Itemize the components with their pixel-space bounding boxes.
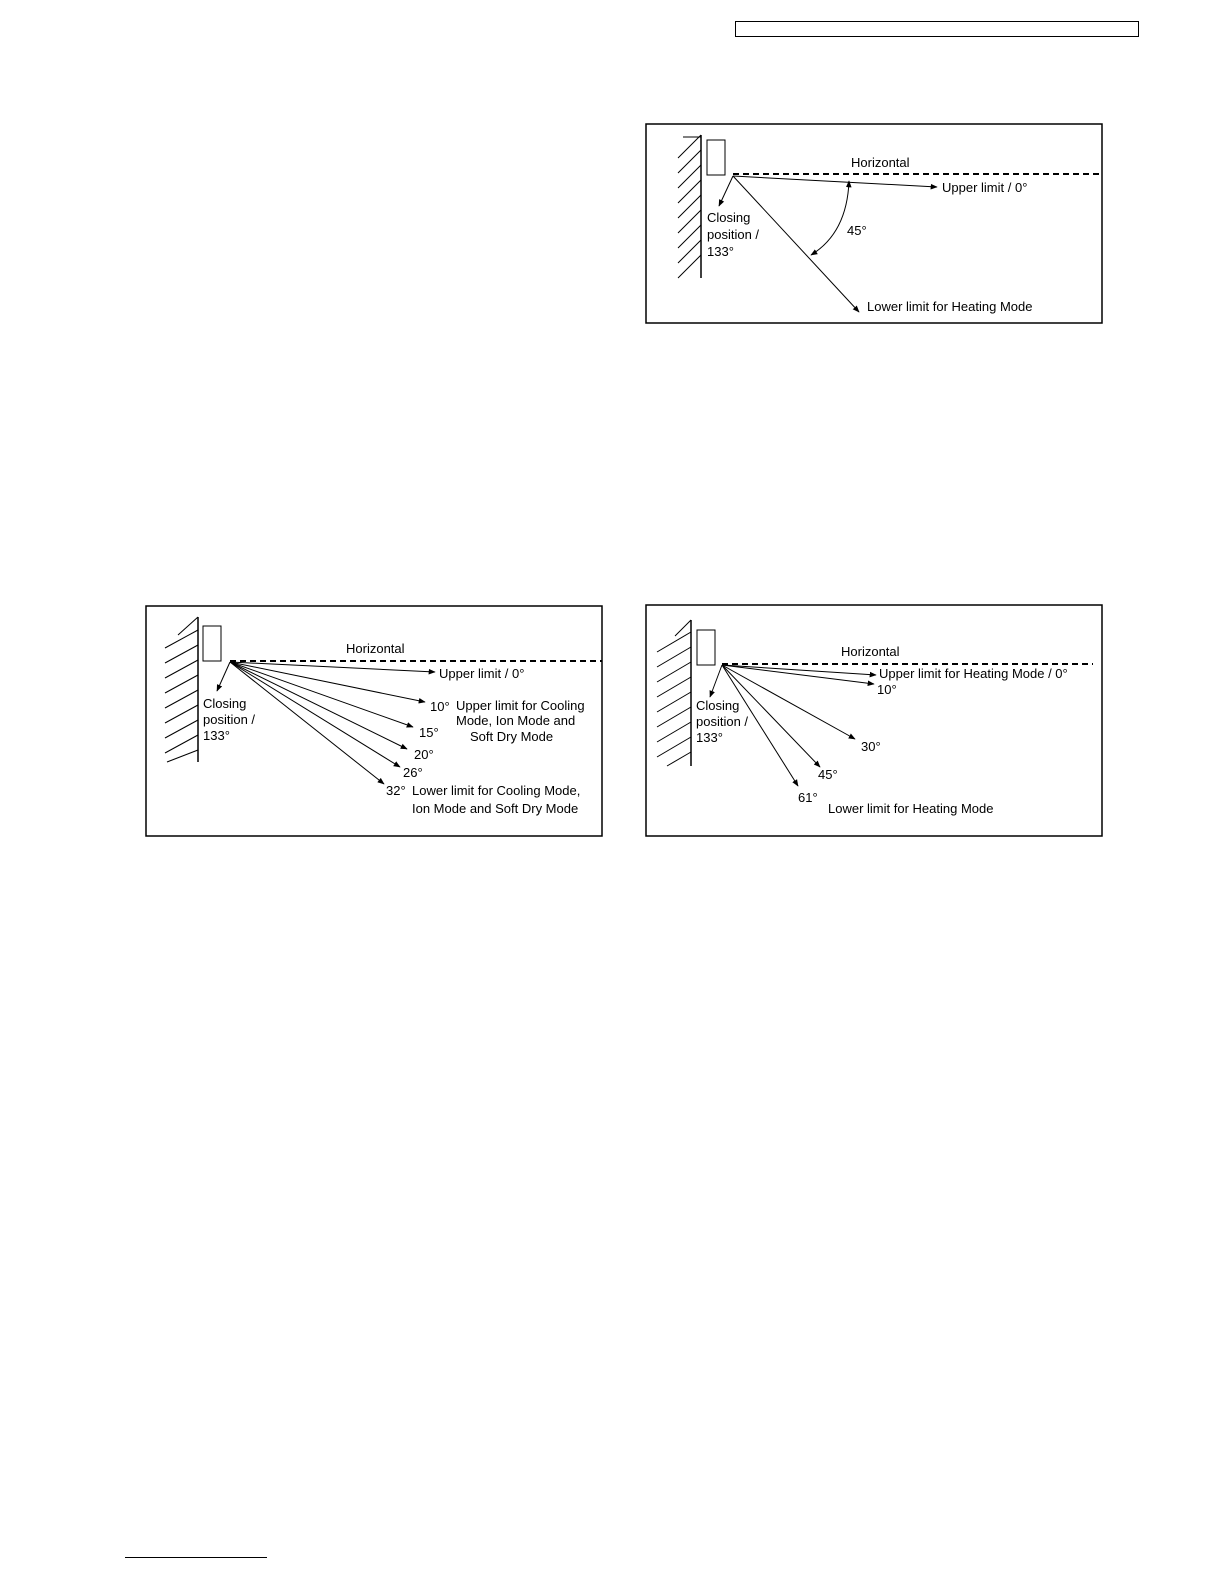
header-box <box>735 21 1139 37</box>
closing-arrow <box>719 176 733 206</box>
label-horizontal: Horizontal <box>346 641 405 656</box>
angle-arc <box>811 181 849 255</box>
arrow-10 <box>230 662 425 702</box>
label-upper-limit: Upper limit / 0° <box>439 666 525 681</box>
label-angle-32: 32° <box>386 783 406 798</box>
label-lower-cooling-2: Ion Mode and Soft Dry Mode <box>412 801 579 816</box>
label-angle-26: 26° <box>403 765 423 780</box>
closing-arrow <box>710 665 722 697</box>
label-closing-3: 133° <box>707 244 734 259</box>
label-upper-cooling-1: Upper limit for Cooling <box>456 698 585 713</box>
label-closing-3: 133° <box>203 728 230 743</box>
diagram-heating-positions <box>645 604 1104 838</box>
label-angle-45: 45° <box>847 223 867 238</box>
label-upper-cooling-2: Mode, Ion Mode and <box>456 713 576 728</box>
arrow-10 <box>722 665 874 684</box>
label-angle-61: 61° <box>798 790 818 805</box>
indoor-unit <box>203 626 221 661</box>
label-angle-20: 20° <box>414 747 434 762</box>
label-angle-10: 10° <box>877 682 897 697</box>
arrow-20 <box>230 662 407 749</box>
lower-limit-arrow <box>733 176 859 312</box>
label-closing-1: Closing <box>203 696 247 711</box>
diagram-cooling-range <box>145 605 604 838</box>
indoor-unit <box>697 630 715 665</box>
label-angle-45: 45° <box>818 767 838 782</box>
wall-hatch <box>657 620 691 766</box>
label-angle-10: 10° <box>430 699 450 714</box>
label-upper-limit: Upper limit for Heating Mode / 0° <box>879 666 1068 681</box>
label-angle-30: 30° <box>861 739 881 754</box>
label-horizontal: Horizontal <box>851 155 910 170</box>
closing-arrow <box>217 662 230 691</box>
indoor-unit <box>707 140 725 175</box>
arrow-26 <box>230 662 400 767</box>
label-closing-2: position / <box>707 227 760 242</box>
label-closing-2: position / <box>696 714 749 729</box>
upper-limit-arrow <box>230 662 435 672</box>
diagram-heating-range <box>645 123 1104 325</box>
label-horizontal: Horizontal <box>841 644 900 659</box>
arrow-15 <box>230 662 413 727</box>
label-closing-3: 133° <box>696 730 723 745</box>
upper-limit-arrow <box>733 176 937 187</box>
label-upper-cooling-3: Soft Dry Mode <box>470 729 554 744</box>
upper-limit-arrow <box>722 665 876 675</box>
label-closing-1: Closing <box>696 698 740 713</box>
label-lower-cooling-1: Lower limit for Cooling Mode, <box>412 783 581 798</box>
wall-hatch <box>165 617 198 762</box>
label-closing-1: Closing <box>707 210 751 225</box>
label-upper-limit: Upper limit / 0° <box>942 180 1028 195</box>
footer-link-line <box>125 1557 267 1558</box>
label-lower-limit: Lower limit for Heating Mode <box>867 299 1033 314</box>
wall-hatch <box>678 135 701 278</box>
label-closing-2: position / <box>203 712 256 727</box>
label-angle-15: 15° <box>419 725 439 740</box>
label-lower-limit: Lower limit for Heating Mode <box>828 801 994 816</box>
